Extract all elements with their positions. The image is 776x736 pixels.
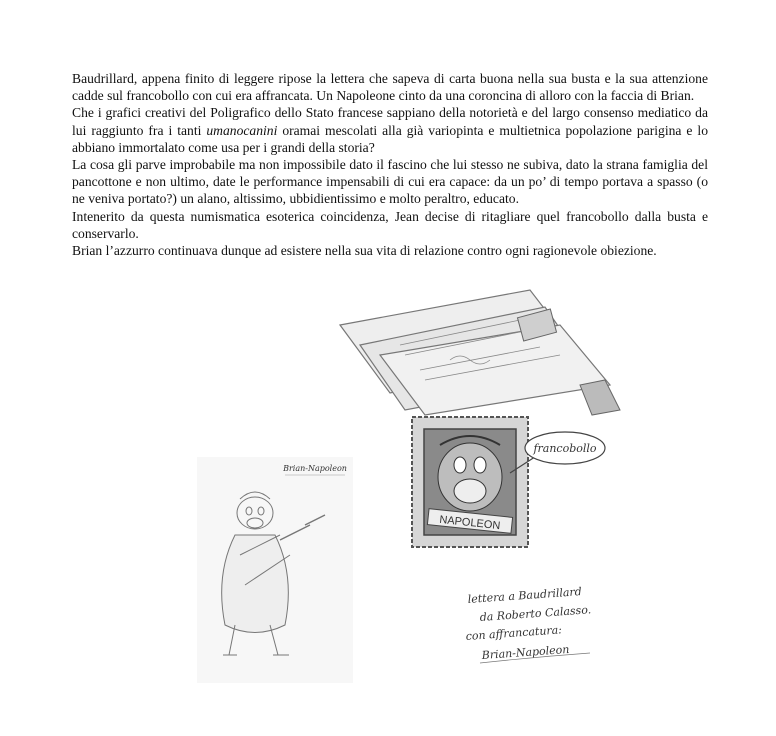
paragraph-4: Intenerito da questa numismatica esoterica coincidenza, Jean decise di ritagliare quel francobollo dalla busta e conservarlo.: [72, 208, 708, 241]
italic-word: umanocanini: [206, 122, 278, 138]
note-line-4: Brian-Napoleon: [481, 642, 570, 662]
story-text: [72, 70, 708, 259]
paragraph-2-end: oramai mescolati alla già variopinta e multietnica popolazione parigina e lo abbiano immortalato come usa per i grandi della storia?: [72, 122, 709, 155]
sketch-caption: Brian-Napoleon: [283, 464, 347, 473]
paragraph-1: Baudrillard, appena finito di leggere ripose la lettera che sapeva di carta buona nella sua busta e la sua attenzione cadde sul francobollo con cui era affrancata. Un Napoleone cinto da una coroncina di alloro con la faccia di Brian.: [72, 71, 708, 104]
paragraph-5: Brian l’azzurro continuava dunque ad esistere nella sua vita di relazione contro ogni ragionevole obiezione.: [72, 243, 657, 259]
note-line-2: da Roberto Calasso.: [479, 603, 592, 624]
paragraph-2-start: Che i grafici creativi del Poligrafico dello Stato francese sappiano della notorietà e del largo consenso mediatico da lui raggiunto fra i tanti: [72, 105, 708, 138]
stamp-sketch: [410, 415, 610, 550]
handwritten-note: [460, 585, 620, 670]
stamp-banner-text: NAPOLEON: [438, 513, 501, 533]
note-line-3: con affrancatura:: [465, 623, 563, 643]
paragraph-3: La cosa gli parve improbabile ma non impossibile dato il fascino che lui stesso ne subiva, dato la strana famiglia del pancottone e non ultimo, date le performance impensabili di cui era capace: da un po’ di tempo portava a spasso (o ne veniva portato?) un alano, altissimo, ubbidientissimo e molto peraltro, educato.: [72, 157, 708, 207]
stamp-callout-label: francobollo: [533, 442, 597, 455]
envelopes-sketch: [330, 285, 630, 420]
paragraph-2: [72, 104, 708, 156]
brian-napoleon-sketch: [195, 455, 355, 685]
note-line-1: lettera a Baudrillard: [467, 585, 583, 606]
